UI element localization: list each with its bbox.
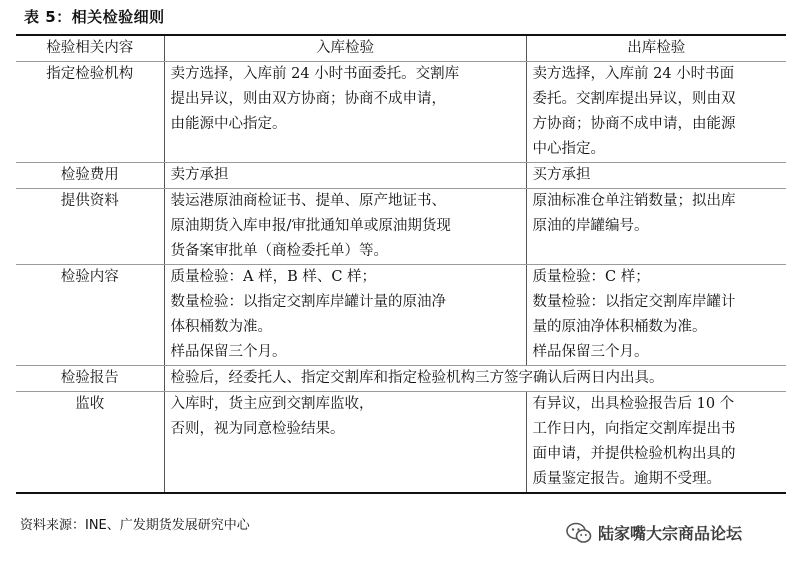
cell-line: 卖方选择，入库前 24 小时书面委托。交割库 bbox=[170, 66, 460, 82]
outbound-cell bbox=[526, 265, 786, 366]
row-label: 监收 bbox=[16, 392, 164, 494]
cell-line: 否则，视为同意检验结果。 bbox=[170, 421, 345, 437]
merged-cell: 检验后，经委托人、指定交割库和指定检验机构三方签字确认后两日内出具。 bbox=[164, 366, 786, 392]
row-label: 指定检验机构 bbox=[16, 62, 164, 163]
cell-line: 方协商；协商不成申请，由能源 bbox=[532, 116, 736, 132]
watermark bbox=[566, 521, 742, 544]
cell-line: 提出异议，则由双方协商；协商不成申请， bbox=[170, 91, 446, 107]
cell-line: 原油期货入库申报/审批通知单或原油期货现 bbox=[170, 218, 451, 234]
table-row bbox=[16, 62, 786, 163]
cell-line: 数量检验：以指定交割库岸罐计 bbox=[532, 294, 736, 310]
cell-line: 卖方承担 bbox=[170, 167, 229, 183]
cell-line: 面申请，并提供检验机构出具的 bbox=[532, 446, 736, 462]
cell-line: 样品保留三个月。 bbox=[532, 344, 649, 360]
cell-line: 体积桶数为准。 bbox=[170, 319, 272, 335]
inspection-rules-table bbox=[16, 34, 786, 494]
inbound-cell bbox=[164, 265, 526, 366]
cell-line: 卖方选择，入库前 24 小时书面 bbox=[532, 66, 735, 82]
cell-line: 买方承担 bbox=[532, 167, 591, 183]
row-label: 检验内容 bbox=[16, 265, 164, 366]
outbound-cell bbox=[526, 163, 786, 189]
cell-line: 入库时，货主应到交割库监收， bbox=[170, 396, 374, 412]
outbound-cell bbox=[526, 189, 786, 265]
inbound-cell bbox=[164, 189, 526, 265]
cell-line: 中心指定。 bbox=[532, 141, 605, 157]
cell-line: 有异议，出具检验报告后 10 个 bbox=[532, 396, 735, 412]
inbound-cell bbox=[164, 392, 526, 494]
cell-line: 数量检验：以指定交割库岸罐计量的原油净 bbox=[170, 294, 446, 310]
table-row bbox=[16, 392, 786, 494]
wechat-icon bbox=[566, 522, 592, 544]
header-category: 检验相关内容 bbox=[16, 35, 164, 62]
cell-line: 原油标准仓单注销数量；拟出库 bbox=[532, 193, 736, 209]
outbound-cell bbox=[526, 392, 786, 494]
cell-line: 由能源中心指定。 bbox=[170, 116, 287, 132]
table-header-row bbox=[16, 35, 786, 62]
table-row bbox=[16, 189, 786, 265]
cell-line: 委托。交割库提出异议，则由双 bbox=[532, 91, 736, 107]
cell-line: 质量鉴定报告。逾期不受理。 bbox=[532, 471, 721, 487]
source-note: 资料来源：INE、广发期货发展研究中心 bbox=[20, 518, 250, 533]
cell-line: 工作日内，向指定交割库提出书 bbox=[532, 421, 736, 437]
cell-line: 质量检验：A 样，B 样、C 样； bbox=[170, 269, 377, 285]
cell-line: 原油的岸罐编号。 bbox=[532, 218, 649, 234]
row-label: 检验报告 bbox=[16, 366, 164, 392]
cell-line: 装运港原油商检证书、提单、原产地证书、 bbox=[170, 193, 446, 209]
cell-line: 货备案审批单（商检委托单）等。 bbox=[170, 243, 388, 259]
row-label: 提供资料 bbox=[16, 189, 164, 265]
header-outbound: 出库检验 bbox=[526, 35, 786, 62]
row-label: 检验费用 bbox=[16, 163, 164, 189]
header-inbound: 入库检验 bbox=[164, 35, 526, 62]
table-title: 表 5：相关检验细则 bbox=[24, 8, 165, 26]
table-row bbox=[16, 163, 786, 189]
table-row bbox=[16, 265, 786, 366]
inbound-cell bbox=[164, 62, 526, 163]
inbound-cell bbox=[164, 163, 526, 189]
cell-line: 样品保留三个月。 bbox=[170, 344, 287, 360]
outbound-cell bbox=[526, 62, 786, 163]
table-row bbox=[16, 366, 786, 392]
watermark-text: 陆家嘴大宗商品论坛 bbox=[598, 524, 743, 543]
cell-line: 质量检验：C 样； bbox=[532, 269, 650, 285]
cell-line: 量的原油净体积桶数为准。 bbox=[532, 319, 707, 335]
